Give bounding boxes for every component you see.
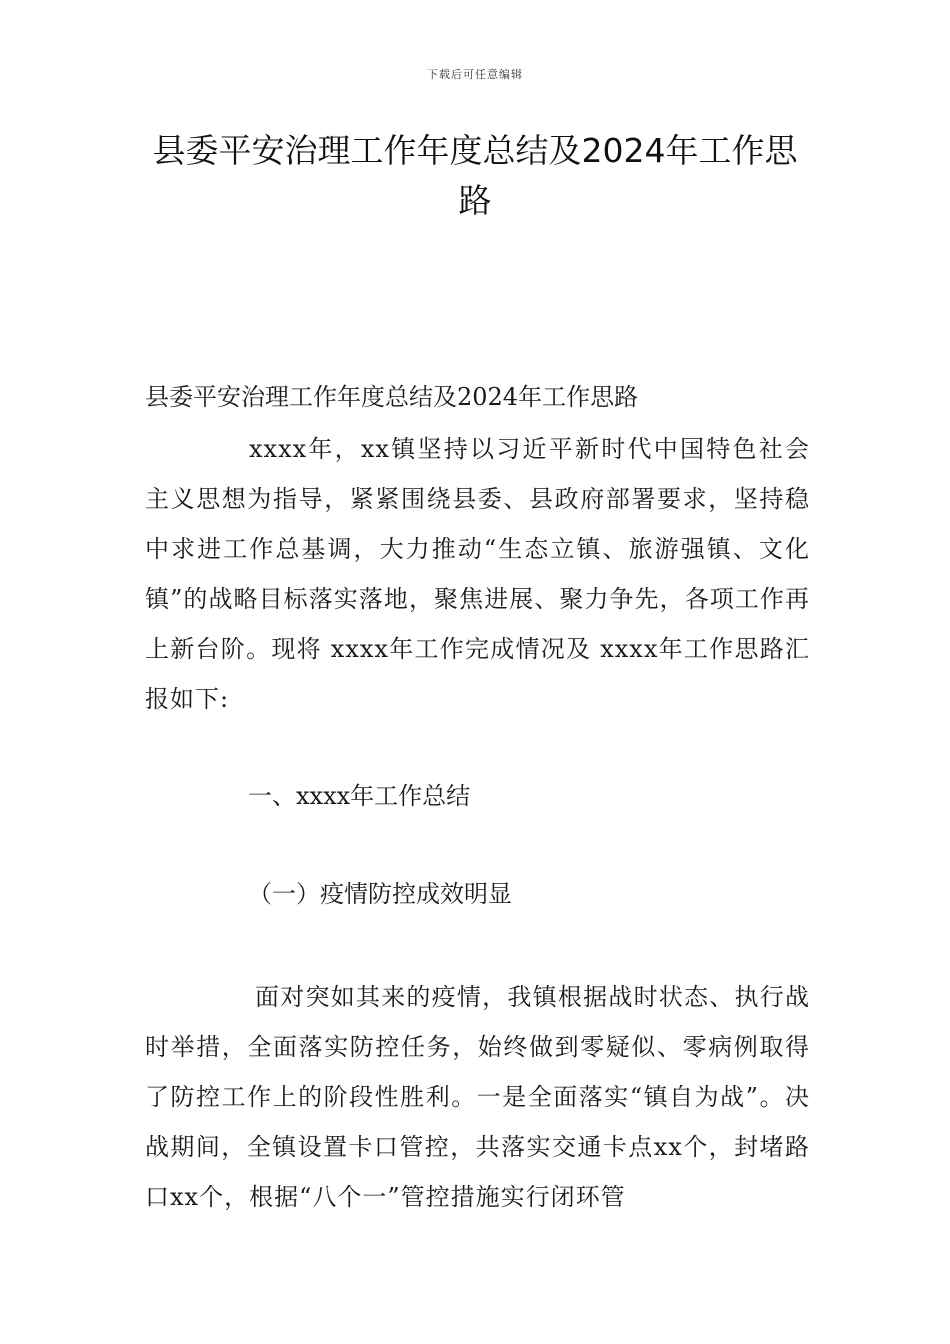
body-paragraph: 面对突如其来的疫情，我镇根据战时状态、执行战时举措，全面落实防控任务，始终做到零疑似、零病例取得了防控工作上的阶段性胜利。一是全面落实“镇自为战”。决战期间，全镇设置卡口管控，共落实交通卡点xx个，封堵路口xx个，根据“八个一”管控措施实行闭环管 — [145, 983, 810, 1211]
subsection-heading: （一）疫情防控成效明显 — [248, 880, 512, 908]
header-note: 下载后可任意编辑 — [427, 68, 523, 81]
section-heading: 一、xxxx年工作总结 — [248, 782, 471, 810]
document-subtitle: 县委平安治理工作年度总结及2024年工作思路 — [145, 383, 639, 411]
document-title: 县委平安治理工作年度总结及2024年工作思路 — [152, 131, 798, 220]
intro-paragraph: xxxx年，xx镇坚持以习近平新时代中国特色社会主义思想为指导，紧紧围绕县委、县政府部署要求，坚持稳中求进工作总基调，大力推动“生态立镇、旅游强镇、文化镇”的战略目标落实落地，聚焦进展、聚力争先，各项工作再上新台阶。现将 xxxx年工作完成情况及 xxxx年工作思路汇报如下: — [145, 435, 810, 713]
